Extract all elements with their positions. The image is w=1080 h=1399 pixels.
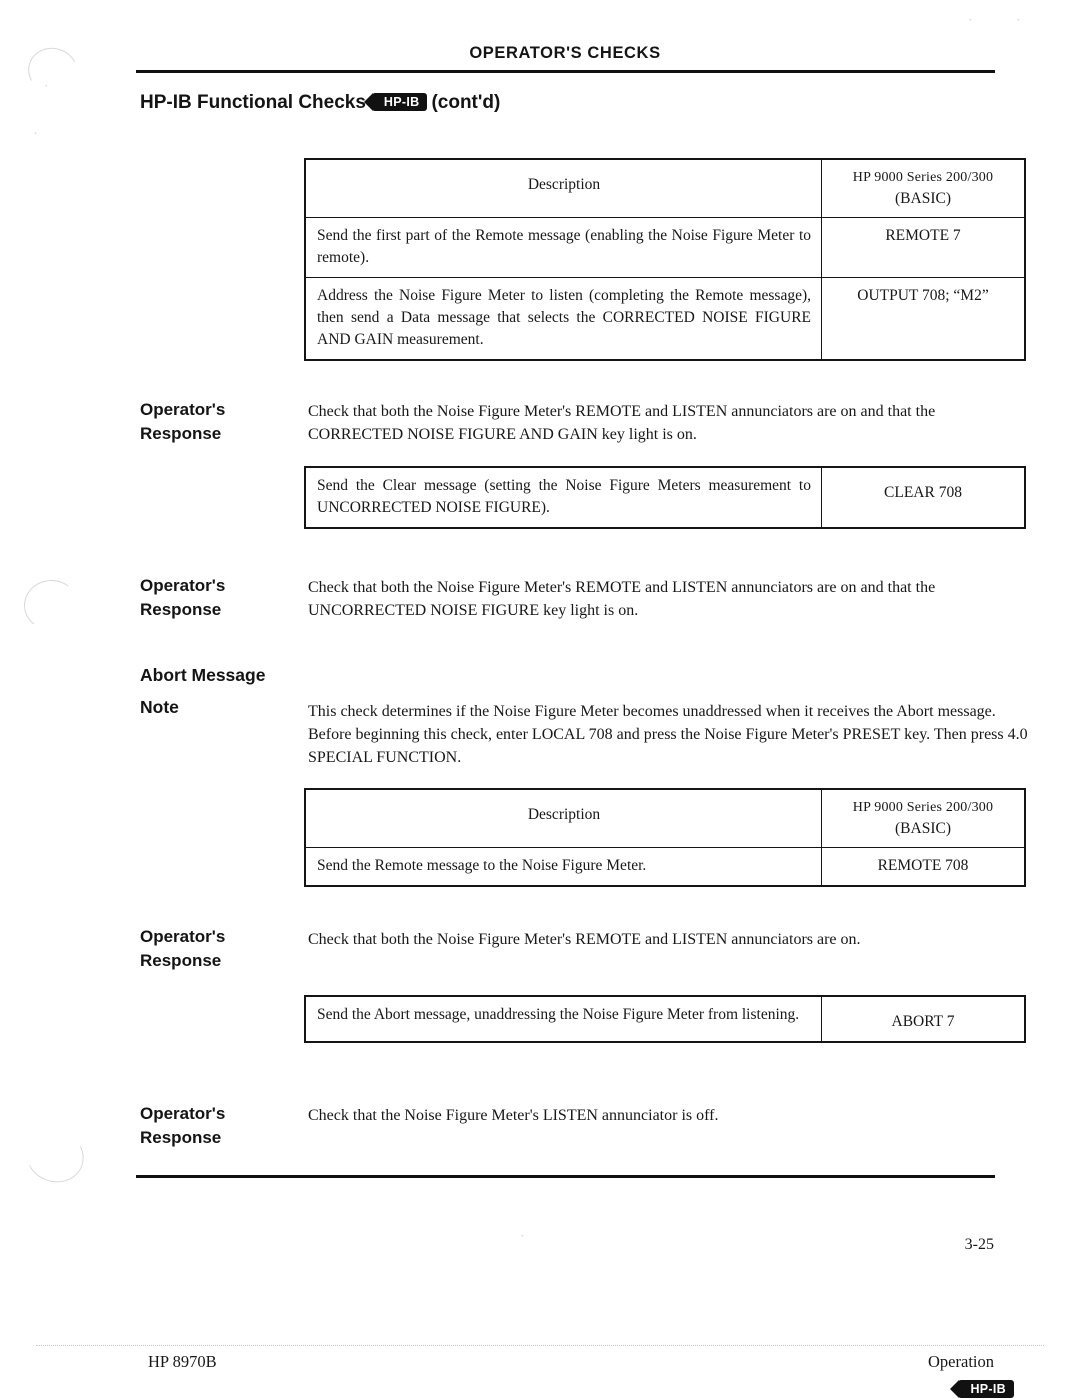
operator-response-text-2: Check that both the Noise Figure Meter's REMOTE and LISTEN annunciators are on and that the UNCORRECTED NOISE FIGURE key light is on.: [308, 579, 936, 620]
table-row: [306, 278, 1024, 359]
abort-note-text: This check determines if the Noise Figure Meter becomes unaddressed when it receives the Abort message. Before beginning this check, enter LOCAL 708 and press the Noise Figure Meter's PRESET key. Then press 4.0 SPECIAL FUNCTION.: [308, 703, 1028, 767]
operator-label-line1: Operator's: [140, 927, 226, 946]
operator-response-label-2: [140, 574, 225, 622]
scan-mark: ·: [520, 1228, 525, 1243]
command-table-4: [304, 995, 1026, 1043]
cell-description: Address the Noise Figure Meter to listen (completing the Remote message), then send a Data message that selects the CORRECTED NOISE FIGURE AND GAIN measurement.: [306, 278, 822, 359]
operator-response-text-4: Check that the Noise Figure Meter's LISTEN annunciator is off.: [308, 1107, 719, 1124]
running-head: OPERATOR'S CHECKS: [469, 44, 661, 62]
cell-code: ABORT 7: [891, 1013, 955, 1030]
hpib-badge-label: HP-IB: [958, 1380, 1014, 1398]
table-row: [306, 468, 1024, 527]
cell-code: CLEAR 708: [884, 484, 962, 501]
operator-label-line2: Response: [140, 1128, 222, 1148]
table-row: [306, 218, 1024, 278]
cell-code: REMOTE 7: [885, 226, 961, 244]
column-header-description: Description: [306, 790, 822, 847]
scan-mark: ·: [1016, 12, 1021, 27]
scan-mark: ·: [968, 12, 973, 27]
page-number: 3-25: [964, 1236, 994, 1253]
column-header-code-top: HP 9000 Series 200/300: [852, 800, 994, 815]
column-header-code-bottom: (BASIC): [895, 189, 951, 207]
footer-divider: [36, 1345, 1044, 1346]
operator-label-line2: Response: [140, 951, 222, 971]
operator-label-line2: Response: [140, 600, 222, 620]
column-header-code-bottom: (BASIC): [895, 819, 951, 837]
column-header-code: [822, 790, 1024, 847]
scan-mark: .: [34, 122, 38, 137]
page-edge-arc: [22, 41, 84, 100]
table-header-row: [306, 160, 1024, 218]
command-table-1: [304, 158, 1026, 361]
abort-message-heading: Abort Message: [140, 665, 266, 685]
operator-label-line1: Operator's: [140, 400, 226, 419]
operator-label-line2: Response: [140, 424, 222, 444]
command-table-2: [304, 466, 1026, 529]
footer-hpib-badge-icon: [952, 1380, 1018, 1399]
hpib-badge-icon: HP-IB: [372, 93, 428, 111]
column-header-code: [822, 160, 1024, 217]
page-edge-arc: [22, 577, 81, 632]
footer-chapter: Operation: [928, 1352, 994, 1371]
table-header-row: [306, 790, 1024, 848]
table-row: [306, 848, 1024, 885]
scan-mark: ·: [44, 78, 49, 93]
cell-code: OUTPUT 708; “M2”: [857, 286, 989, 304]
page-edge-arc: [19, 1122, 91, 1191]
operator-response-text-3: Check that both the Noise Figure Meter's REMOTE and LISTEN annunciators are on.: [308, 931, 861, 948]
footer-model: HP 8970B: [148, 1352, 217, 1371]
section-title-prefix: HP-IB Functional Checks: [140, 92, 366, 113]
section-title-suffix: (cont'd): [431, 92, 501, 113]
operator-label-line1: Operator's: [140, 1104, 226, 1123]
cell-description: Send the first part of the Remote message (enabling the Noise Figure Meter to remote).: [306, 218, 822, 277]
table-row: [306, 997, 1024, 1041]
cell-description: Send the Remote message to the Noise Figure Meter.: [306, 848, 822, 885]
cell-description: Send the Abort message, unaddressing the Noise Figure Meter from listening.: [306, 997, 822, 1041]
operator-label-line1: Operator's: [140, 576, 226, 595]
operator-response-label-3: [140, 925, 225, 973]
footer-rule: [136, 1175, 995, 1178]
column-header-description: Description: [306, 160, 822, 217]
operator-response-text-1: Check that both the Noise Figure Meter's REMOTE and LISTEN annunciators are on and that the CORRECTED NOISE FIGURE AND GAIN key light is on.: [308, 403, 936, 444]
operator-response-label-1: [140, 398, 225, 446]
cell-code: REMOTE 708: [877, 856, 969, 874]
column-header-code-top: HP 9000 Series 200/300: [852, 170, 994, 185]
note-label: Note: [140, 697, 179, 717]
page-title: [140, 92, 500, 114]
operator-response-label-4: [140, 1102, 225, 1150]
cell-description: Send the Clear message (setting the Noise Figure Meters measurement to UNCORRECTED NOISE FIGURE).: [306, 468, 822, 527]
command-table-3: [304, 788, 1026, 887]
header-rule: [136, 70, 995, 73]
